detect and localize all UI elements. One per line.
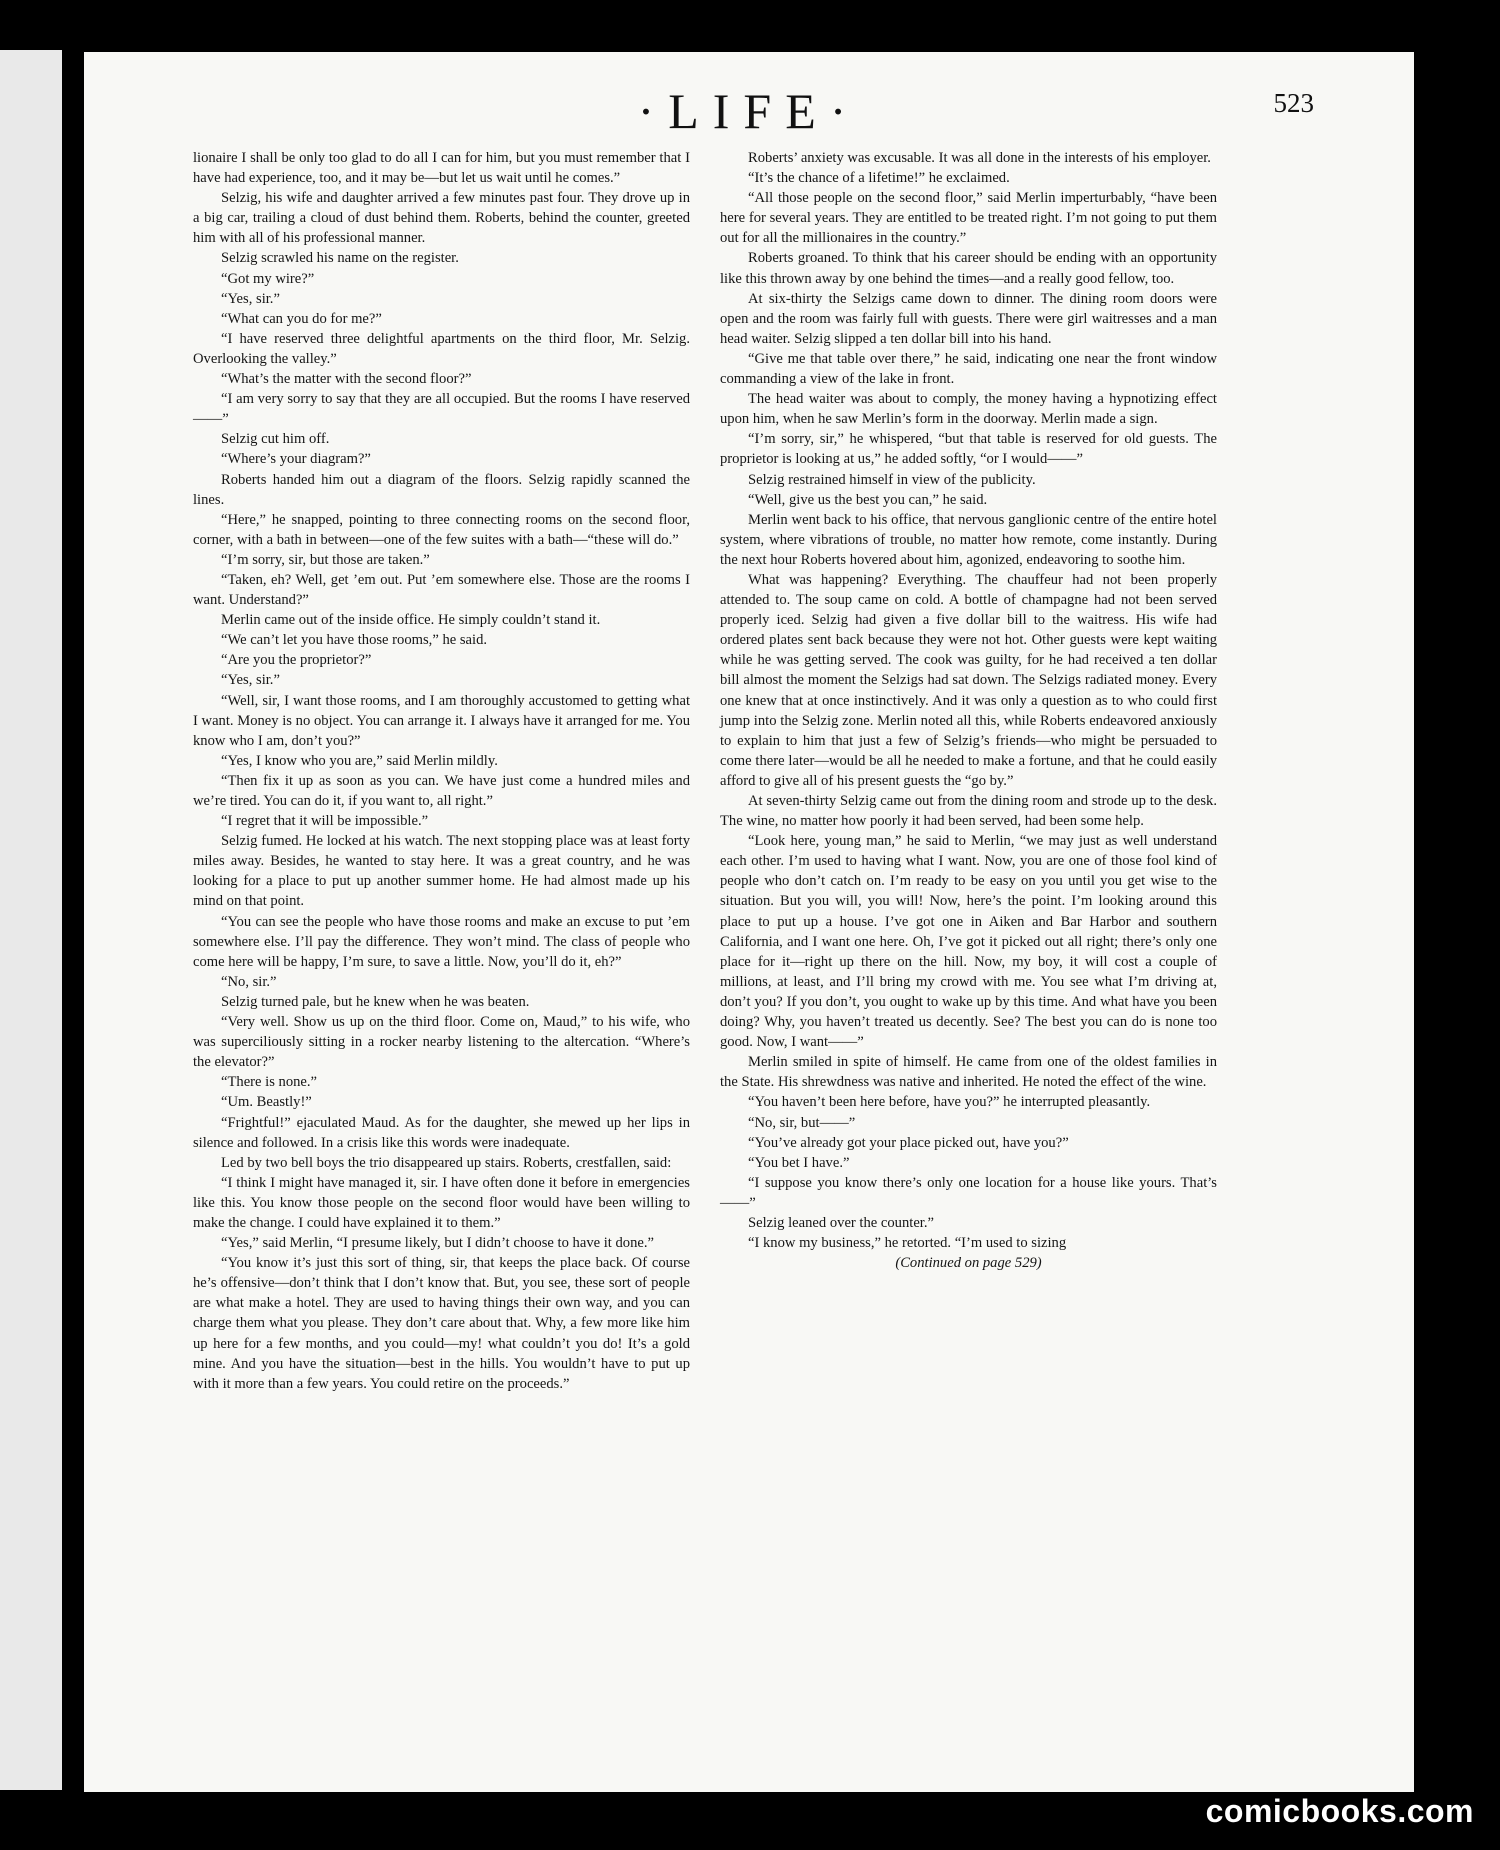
paragraph: “Then fix it up as soon as you can. We have just come a hundred miles and we’re tired. You can do it, if you want to, all right.” <box>193 772 690 809</box>
paragraph: “You know it’s just this sort of thing, sir, that keeps the place back. Of course he’s offensive—don’t think that I don’t know that. But, you see, these sort of people are what make a hotel. They are used to having things their own way, and you can charge them what you please. They don’t care about that. Why, a few more like him up here for a few months, and you could—my! what couldn’t you do! It’s a gold mine. And you have the situation—best in the hills. You wouldn’t have to put up with it more than a few years. You could retire on the proceeds.” <box>193 1255 690 1392</box>
text-column-right <box>720 148 1217 1273</box>
paragraph: At six-thirty the Selzigs came down to dinner. The dining room doors were open and the room was fairly full with guests. There were girl waitresses and a man head waiter. Selzig slipped a ten dollar bill into his hand. <box>720 290 1217 347</box>
paragraph: “All those people on the second floor,” said Merlin imperturbably, “have been here for several years. They are entitled to be treated right. I’m not going to put them out for all the millionaires in the country.” <box>720 190 1217 247</box>
paragraph: “Frightful!” ejaculated Maud. As for the daughter, she mewed up her lips in silence and followed. In a crisis like this words were inadequate. <box>193 1114 690 1151</box>
page-number: 523 <box>1273 88 1314 118</box>
paragraph: Selzig scrawled his name on the register. <box>221 250 459 267</box>
paragraph: “Yes, I know who you are,” said Merlin mildly. <box>221 752 498 769</box>
paragraph: “Got my wire?” <box>221 270 315 287</box>
watermark: comicbooks.com <box>1205 1793 1474 1829</box>
paragraph: Roberts groaned. To think that his career should be ending with an opportunity like this thrown away by one behind the times—and a really good fellow, too. <box>720 250 1217 287</box>
paragraph: “I’m sorry, sir, but those are taken.” <box>221 551 430 568</box>
paragraph: “I’m sorry, sir,” he whispered, “but that table is reserved for old guests. The proprietor is looking at us,” he added softly, “or I would——” <box>720 431 1217 468</box>
text-column-left <box>193 148 690 1394</box>
paragraph: “You bet I have.” <box>748 1154 850 1171</box>
paragraph: At seven-thirty Selzig came out from the dining room and strode up to the desk. The wine, no matter how poorly it had been served, had been some help. <box>720 793 1217 830</box>
paragraph: lionaire I shall be only too glad to do all I can for him, but you must remember that I have had experience, too, and it may be—but let us wait until he comes.” <box>193 150 690 187</box>
paragraph: Roberts’ anxiety was excusable. It was all done in the interests of his employer. <box>748 150 1211 166</box>
continuation-note: (Continued on page 529) <box>895 1255 1042 1272</box>
paragraph: Selzig fumed. He locked at his watch. The next stopping place was at least forty miles away. Besides, he wanted to stay here. It was a great country, and he was looking for a place to put up another summer home. He had almost made up his mind on that point. <box>193 833 690 910</box>
paragraph: “Are you the proprietor?” <box>221 652 372 669</box>
paragraph: Merlin came out of the inside office. He simply couldn’t stand it. <box>221 612 601 629</box>
paragraph: Led by two bell boys the trio disappeared up stairs. Roberts, crestfallen, said: <box>221 1154 672 1171</box>
paragraph: “You’ve already got your place picked out, have you?” <box>748 1134 1069 1151</box>
paragraph: “I have reserved three delightful apartments on the third floor, Mr. Selzig. Overlooking the valley.” <box>193 330 690 367</box>
paragraph: “Well, give us the best you can,” he said. <box>748 491 988 508</box>
paragraph: “There is none.” <box>221 1074 318 1091</box>
paragraph: “Yes, sir.” <box>221 290 280 307</box>
paragraph: “I regret that it will be impossible.” <box>221 813 429 830</box>
paragraph: “You haven’t been here before, have you?” he interrupted pleasantly. <box>748 1094 1151 1111</box>
paragraph: Selzig leaned over the counter.” <box>748 1214 934 1231</box>
paragraph: “Well, sir, I want those rooms, and I am thoroughly accustomed to getting what I want. Money is no object. You can arrange it. I always have it arranged for me. You know who I am, don’t you?” <box>193 692 690 749</box>
paragraph: “Yes,” said Merlin, “I presume likely, but I didn’t choose to have it done.” <box>221 1235 654 1252</box>
paragraph: Selzig, his wife and daughter arrived a few minutes past four. They drove up in a big car, trailing a cloud of dust behind them. Roberts, behind the counter, greeted him with all of his professional manner. <box>193 190 690 247</box>
paragraph: “I am very sorry to say that they are all occupied. But the rooms I have reserved——” <box>193 391 690 428</box>
paragraph: “What’s the matter with the second floor?” <box>221 371 472 388</box>
paragraph: “What can you do for me?” <box>221 310 382 327</box>
masthead: ·LIFE· <box>637 83 861 139</box>
paragraph: “No, sir.” <box>221 973 277 990</box>
paragraph: Merlin smiled in spite of himself. He came from one of the oldest families in the State. His shrewdness was native and inherited. He noted the effect of the wine. <box>720 1054 1217 1091</box>
paragraph: “Here,” he snapped, pointing to three connecting rooms on the second floor, corner, with a bath in between—one of the few suites with a bath—“these will do.” <box>193 511 690 548</box>
paragraph: “I know my business,” he retorted. “I’m used to sizing <box>748 1235 1067 1252</box>
paragraph: Selzig turned pale, but he knew when he was beaten. <box>221 993 530 1010</box>
paragraph: “It’s the chance of a lifetime!” he exclaimed. <box>748 170 1010 187</box>
paragraph: Merlin went back to his office, that nervous ganglionic centre of the entire hotel system, where vibrations of trouble, no matter how remote, come instantly. During the next hour Roberts hovered about him, agonized, endeavoring to soothe him. <box>720 511 1217 568</box>
paragraph: “Where’s your diagram?” <box>221 451 371 468</box>
paragraph: “Yes, sir.” <box>221 672 280 689</box>
paragraph: The head waiter was about to comply, the money having a hypnotizing effect upon him, when he saw Merlin’s form in the doorway. Merlin made a sign. <box>720 391 1217 428</box>
paragraph: “Um. Beastly!” <box>221 1094 312 1111</box>
paragraph: “Taken, eh? Well, get ’em out. Put ’em somewhere else. Those are the rooms I want. Understand?” <box>193 571 690 609</box>
paragraph: “No, sir, but——” <box>748 1114 856 1131</box>
adjacent-page-edge <box>0 50 62 1790</box>
paragraph: “Give me that table over there,” he said, indicating one near the front window commanding a view of the lake in front. <box>720 350 1217 388</box>
paragraph: “You can see the people who have those rooms and make an excuse to put ’em somewhere else. I’ll pay the difference. They won’t mind. The class of people who come here will be happy, I’m sure, to save a little. Now, you’ll do it, eh?” <box>193 913 690 970</box>
magazine-page <box>84 52 1414 1792</box>
paragraph: “We can’t let you have those rooms,” he said. <box>221 632 488 649</box>
paragraph: Selzig cut him off. <box>221 431 330 448</box>
paragraph: What was happening? Everything. The chauffeur had not been properly attended to. The soup came on cold. A bottle of champagne had not been served properly iced. Selzig had given a five dollar bill to the waitress. His wife had ordered plates sent back because they were not hot. Other guests were kept waiting while he was getting served. The cook was guilty, for he had received a ten dollar bill almost the moment the Selzigs had sat down. The Selzigs radiated money. Every one knew that at once instinctively. And it was only a question as to who could first jump into the Selzig zone. Merlin noted all this, while Roberts endeavored anxiously to explain to him that just a few of Selzig’s friends—who might be persuaded to come there later—would be all he needed to make a fortune, and that he could easily afford to give all of his present guests the “go by.” <box>720 571 1217 789</box>
paragraph: Selzig restrained himself in view of the publicity. <box>748 471 1036 488</box>
paragraph: “Very well. Show us up on the third floor. Come on, Maud,” to his wife, who was superciliously sitting in a rocker nearby listening to the altercation. “Where’s the elevator?” <box>193 1014 690 1071</box>
paragraph: “Look here, young man,” he said to Merlin, “we may just as well understand each other. I’m used to having what I want. Now, you are one of those fool kind of people who don’t catch on. I’m ready to be easy on you until you get wise to the situation. But you will, you will! Now, here’s the point. I’m looking around this place to put up a house. I’ve got one in Aiken and Bar Harbor and southern California, and I want one here. Oh, I’ve got it picked out all right; there’s only one place for it—right up there on the hill. Now, my boy, it will cost a couple of millions, at least, and I’ll bring my crowd with me. You see what I’m driving at, don’t you? If you don’t, you ought to wake up by this time. And what have you been doing? Why, you haven’t treated us decently. See? The best you can do is none too good. Now, I want——” <box>720 833 1217 1051</box>
paragraph: “I suppose you know there’s only one location for a house like yours. That’s——” <box>720 1174 1217 1211</box>
paragraph: “I think I might have managed it, sir. I have often done it before in emergencies like this. You know those people on the second floor would have been willing to make the change. I could have explained it to them.” <box>193 1174 690 1231</box>
paragraph: Roberts handed him out a diagram of the floors. Selzig rapidly scanned the lines. <box>193 471 690 508</box>
